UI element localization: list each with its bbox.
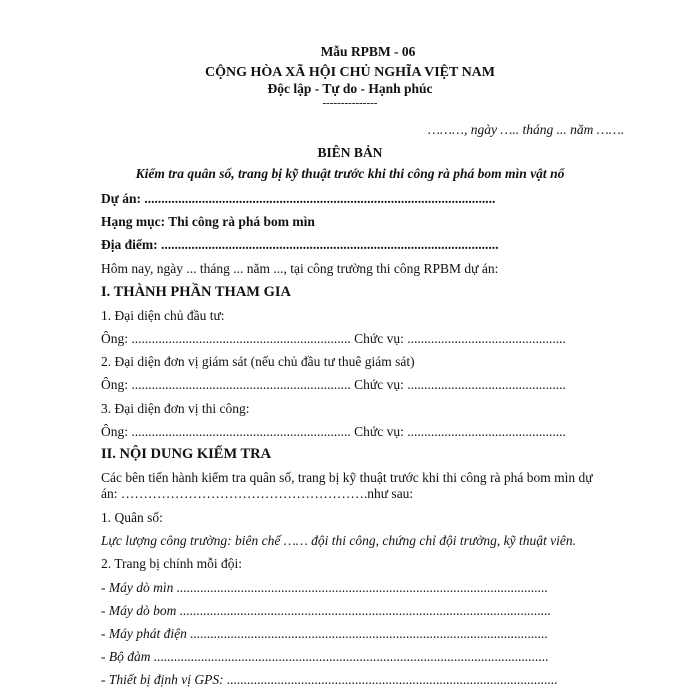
contractor-rep-line: Ông: ................................................................. Chức vụ: ............................................... <box>101 424 566 439</box>
date-line: ………, ngày ….. tháng ... năm ……. <box>428 122 625 137</box>
motto-divider: --------------- <box>322 97 378 109</box>
headcount-text: Lực lượng công trường: biên chế …… đội thi công, chứng chỉ đội trưởng, kỹ thuật viên. <box>101 533 576 548</box>
supervisor-rep-line: Ông: ................................................................. Chức vụ: ............................................... <box>101 377 566 392</box>
project-field: Dự án: ........................................................................................................ <box>101 191 496 206</box>
national-title: CỘNG HÒA XÃ HỘI CHỦ NGHĨA VIỆT NAM <box>204 65 495 80</box>
section-2-heading: II. NỘI DUNG KIỂM TRA <box>101 446 272 462</box>
equipment-item-gps: - Thiết bị định vị GPS: .................................................................................................. <box>101 672 558 687</box>
supervisor-rep-label: 2. Đại diện đơn vị giám sát (nếu chủ đầu tư thuê giám sát) <box>101 354 415 369</box>
owner-rep-line: Ông: ................................................................. Chức vụ: ............................................... <box>101 331 566 346</box>
motto: Độc lập - Tự do - Hạnh phúc <box>267 81 433 96</box>
equipment-label: 2. Trang bị chính mỗi đội: <box>101 556 243 571</box>
document-subtitle: Kiểm tra quân số, trang bị kỹ thuật trước khi thi công rà phá bom mìn vật nổ <box>135 166 565 181</box>
headcount-label: 1. Quân số: <box>101 510 163 525</box>
intro-text: Hôm nay, ngày ... tháng ... năm ..., tại công trường thi công RPBM dự án: <box>101 261 499 276</box>
equipment-item-generator: - Máy phát điện .......................................................................................................... <box>101 626 548 641</box>
owner-rep-label: 1. Đại diện chủ đầu tư: <box>101 308 225 323</box>
category-field: Hạng mục: Thi công rà phá bom mìn <box>101 214 315 229</box>
inspection-paragraph-line-1: Các bên tiến hành kiểm tra quân số, trang bị kỹ thuật trước khi thi công rà phá bom mìn dự <box>101 470 593 485</box>
form-code: Mẫu RPBM - 06 <box>320 44 416 59</box>
equipment-item-mine-detector: - Máy dò mìn .............................................................................................................. <box>101 580 548 595</box>
contractor-rep-label: 3. Đại diện đơn vị thi công: <box>101 401 250 416</box>
document-title: BIÊN BẢN <box>317 145 383 160</box>
location-field: Địa điểm: .................................................................................................... <box>101 237 499 252</box>
inspection-paragraph-line-2: án: ……………………………………………….như sau: <box>101 486 414 501</box>
section-1-heading: I. THÀNH PHẦN THAM GIA <box>101 284 291 300</box>
equipment-item-bomb-detector: - Máy dò bom .............................................................................................................. <box>101 603 551 618</box>
equipment-item-radio: - Bộ đàm ..................................................................................................................... <box>101 649 549 664</box>
